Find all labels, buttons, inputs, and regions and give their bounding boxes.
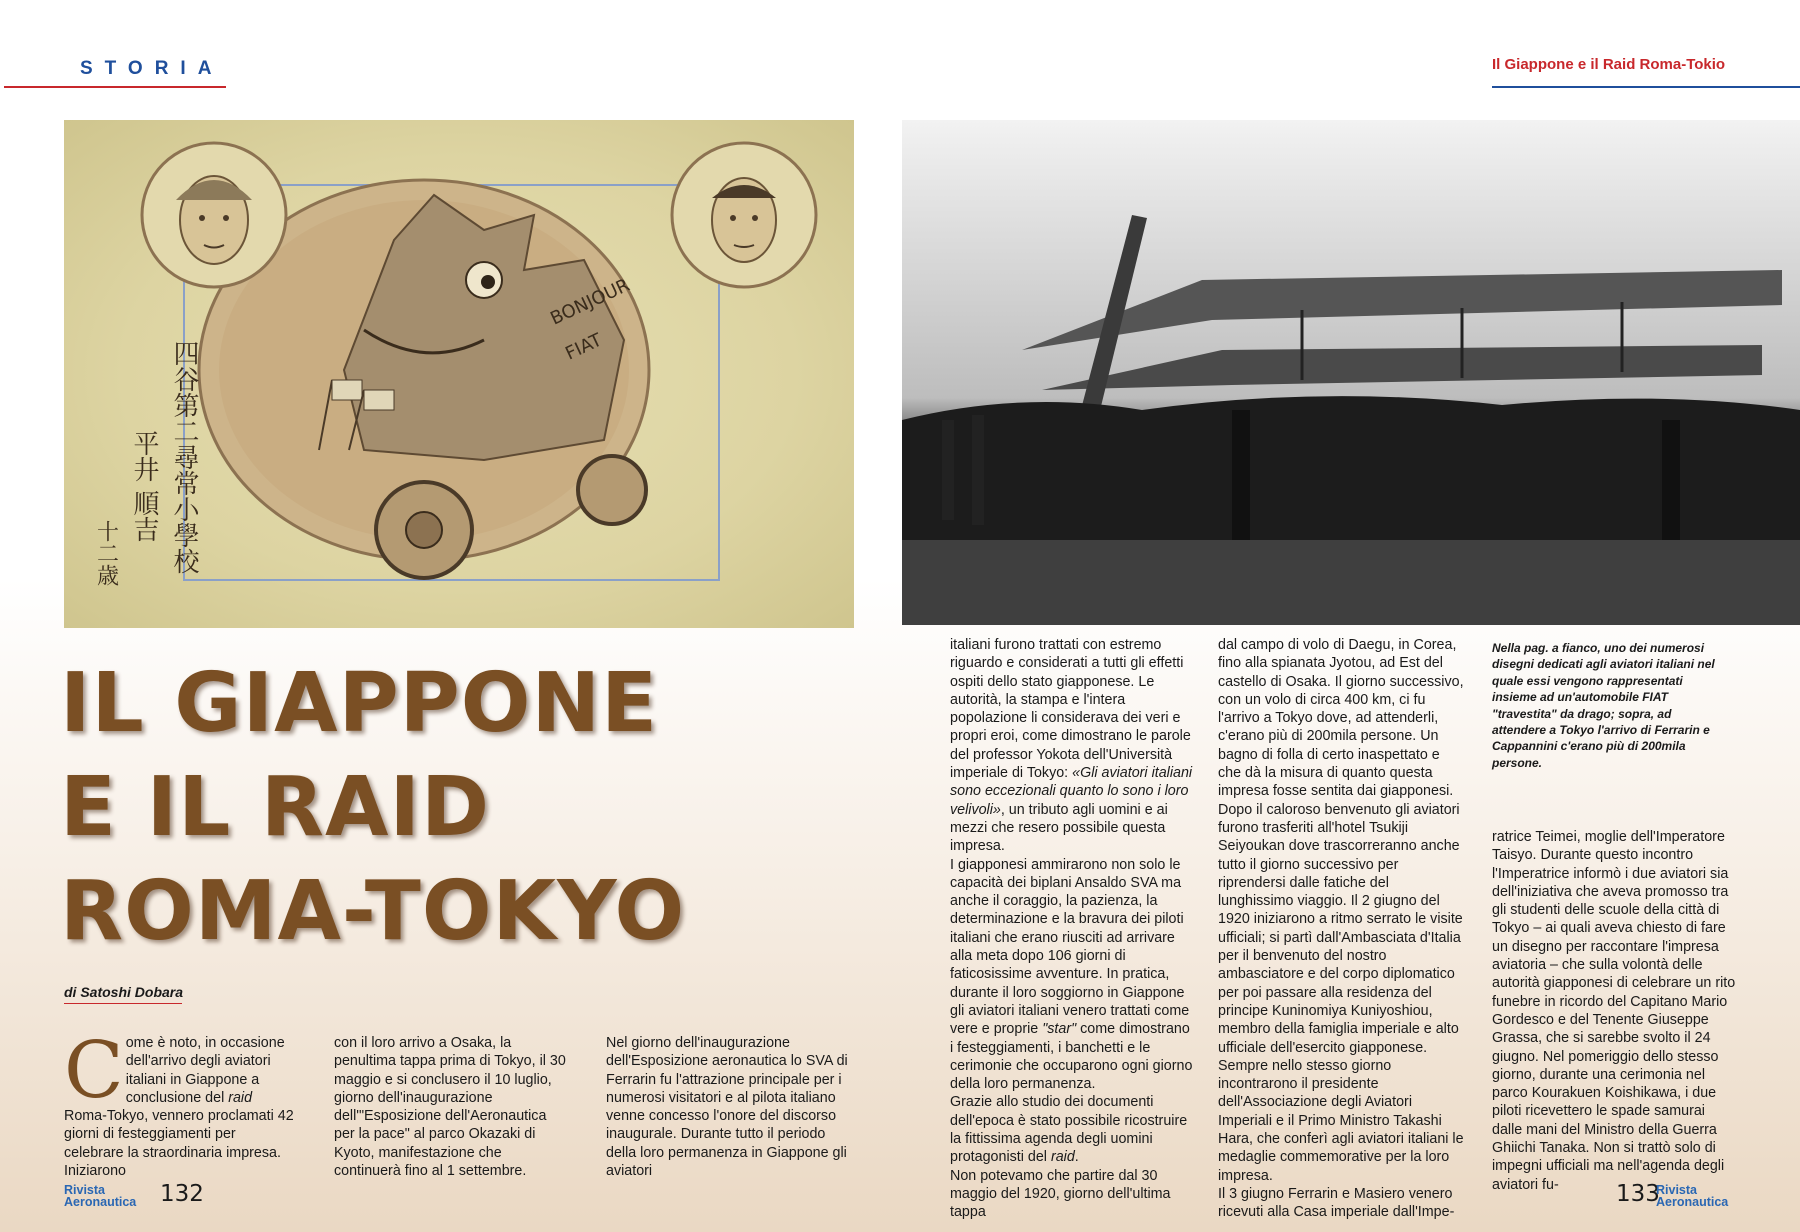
column-4-star: "star" — [1042, 1021, 1077, 1038]
page-number-right: 133 — [1616, 1181, 1660, 1207]
drawing-illustration — [64, 120, 854, 628]
footer-mag-line-1-right: Rivista — [1656, 1183, 1697, 1197]
drop-cap: C — [64, 1026, 124, 1116]
column-4-text-f: . — [1074, 1149, 1079, 1166]
column-5-para-3: Il 3 giugno Ferrarin e Masiero venero ricevuti alla Casa imperiale dall'Impe- — [1218, 1185, 1455, 1221]
article-column-5 — [1218, 636, 1466, 1222]
drawing-car-text-1: BONJOUR — [547, 274, 633, 330]
column-1-text-b: Roma-Tokyo, vennero proclamati 42 giorni di festeggiamenti per celebrare la straordinaria impresa. Iniziarono — [64, 1108, 294, 1180]
column-1-text-a: ome è noto, in occasione dell'arrivo degli aviatori italiani in Giappone a conclusione del — [125, 1035, 285, 1106]
title-line-1: IL GIAPPONE — [60, 656, 659, 751]
column-4-text-a: italiani furono trattati con estremo riguardo e considerati a tutti gli effetti ospiti dello stato giapponese. Le autorità, la stampa e l'intera popolazione li considerava dei veri e propri eroi, come dimostrano le parole del professor Yokota dell'Università imperiale di Tokyo: — [950, 637, 1191, 782]
column-5-para-2: Dopo il caloroso benvenuto gli aviatori furono trasferiti all'hotel Tsukiji Seiyoukan dove trascorreranno anche tutto il giorno successivo per riprendersi dalle fatiche del lunghissimo viaggio. Il 2 giugno del 1920 iniziarono a ritmo serrato le visite ufficiali; si partì dall'Ambasciata d'Italia per il benvenuto del nostro ambasciatore e del corpo diplomatico per poi passare alla residenza del principe Kuninomiya Kuniyoshiou, membro della famiglia imperiale e alto ufficiale dell'esercito giapponese. Sempre nello stesso giorno incontrarono il presidente dell'Associazione degli Aviatori Imperiali e il Primo Ministro Takashi Hara, che conferì agli aviatori italiani le medaglie commemorative per la loro impresa. — [1218, 801, 1464, 1184]
article-column-6 — [1492, 828, 1736, 1197]
title-line-3: ROMA-TOKYO — [60, 864, 686, 959]
drawing-inscription-2: 平井 順吉 — [129, 430, 159, 543]
column-4-text-c: I giapponesi ammirarono non solo le capacità dei biplani Ansaldo SVA ma anche il coraggio, la pazienza, la determinazione e la bravura dei piloti italiani che erano riusciti ad arrivare alla meta dopo 106 giorni di faticosissime avventure. In pratica, durante il loro soggiorno in Giappone gli aviatori italiani venero trattati come vere e proprie — [950, 856, 1190, 1038]
article-column-2 — [334, 1034, 566, 1180]
column-4-text-b: , un tributo agli uomini e ai mezzi che resero possibile questa impresa. — [950, 801, 1168, 855]
photo-biplane-crowd — [902, 120, 1800, 625]
footer-mag-line-1-left: Rivista — [64, 1183, 105, 1197]
column-4-text-e: Grazie allo studio dei documenti dell'epoca è stato possibile ricostruire la fittissima agenda degli uomini protagonisti del — [950, 1094, 1188, 1166]
article-title — [60, 652, 760, 964]
header-rule-left — [4, 86, 226, 88]
byline: di Satoshi Dobara — [64, 984, 184, 1000]
drawing-inscription-1: 四谷第二尋常小學校 — [169, 340, 199, 574]
drawing-inscription-3: 十二歳 — [93, 520, 119, 586]
page-number-left: 132 — [160, 1181, 204, 1207]
drawing-car-text-2: FIAT — [562, 329, 606, 365]
column-6-text: ratrice Teimei, moglie dell'Imperatore Taisyo. Durante questo incontro l'Imperatrice informò i due aviatori sia dell'iniziativa che aveva promosso tra gli studenti delle scuole della città di Tokyo – ai quali aveva chiesto di fare un disegno per raccontare l'impresa aviatoria – che sulla volontà delle autorità giapponesi di celebrare un rito funebre in ricordo del Capitano Mario Gordesco e del Tenente Giuseppe Grassa, che si sarebbe svolto il 24 giugno. Nel pomeriggio dello stesso giorno, durante una cerimonia nel parco Kourakuen Koishikawa, i due piloti ricevettero le spade samurai dalle mani del Ministro della Guerra Ghiichi Tanaka. Non si trattò solo di impegni ufficiali ma nell'agenda degli aviatori fu- — [1492, 829, 1736, 1193]
running-head: Il Giappone e il Raid Roma-Tokio — [1492, 56, 1726, 73]
title-line-2: E IL RAID — [60, 760, 491, 855]
column-4-para-1 — [950, 636, 1196, 856]
column-5-para-1: dal campo di volo di Daegu, in Corea, fino alla spianata Jyotou, ad Est del castello di Osaka. Il giorno successivo, con un volo di circa 400 km, ci fu l'arrivo a Tokyo dove, ad attenderli, c'erano più di 200mila persone. Un bagno di folla di certo inaspettato e che dà la misura di quanto questa impresa fosse sentita dai giapponesi. — [1218, 637, 1464, 800]
column-4-para-4: Non potevamo che partire dal 30 maggio del 1920, giorno dell'ultima tappa — [950, 1167, 1171, 1221]
byline-rule — [64, 1003, 182, 1004]
article-column-1 — [64, 1026, 296, 1180]
footer-magazine-name-left — [64, 1184, 136, 1208]
column-4-quote: «Gli aviatori italiani sono eccezionali quanto lo sono i loro velivoli» — [950, 765, 1193, 818]
footer-mag-line-2-left: Aeronautica — [64, 1195, 137, 1209]
footer-mag-line-2-right: Aeronautica — [1656, 1195, 1729, 1209]
footer-magazine-name-right — [1656, 1184, 1728, 1208]
column-4-raid: raid — [1050, 1149, 1075, 1166]
section-label: STORIA — [80, 58, 224, 79]
column-2-text: con il loro arrivo a Osaka, la penultima tappa prima di Tokyo, il 30 maggio e si conclusero il 10 luglio, giorno dell'inaugurazione dell'"Esposizione dell'Aeronautica per la pace" al parco Okazaki di Kyoto, manifestazione che continuerà fino al 1 settembre. — [334, 1035, 566, 1180]
photo-caption: Nella pag. a fianco, uno dei numerosi disegni dedicati agli aviatori italiani nel quale essi vengono rappresentati insieme ad un'automobile FIAT "travestita" da drago; sopra, ad attendere a Tokyo l'arrivo di Ferrarin e Cappannini c'erano più di 200mila persone. — [1492, 641, 1715, 770]
column-1-raid: raid — [228, 1089, 253, 1106]
column-4-text-d: come dimostrano i festeggiamenti, i banchetti e le cerimonie che occuparono ogni giorno della loro permanenza. — [950, 1021, 1193, 1093]
article-column-3 — [606, 1034, 850, 1180]
column-4-para-3 — [950, 1093, 1196, 1166]
header-rule-right — [1492, 86, 1800, 88]
column-4-para-2 — [950, 856, 1196, 1094]
column-3-text: Nel giorno dell'inaugurazione dell'Esposizione aeronautica lo SVA di Ferrarin fu l'attrazione principale per i numerosi visitatori e al pilota italiano venne concesso l'onore del discorso inaugurale. Durante tutto il periodo della loro permanenza in Giappone gli aviatori — [606, 1035, 848, 1180]
article-column-4 — [950, 636, 1196, 1222]
